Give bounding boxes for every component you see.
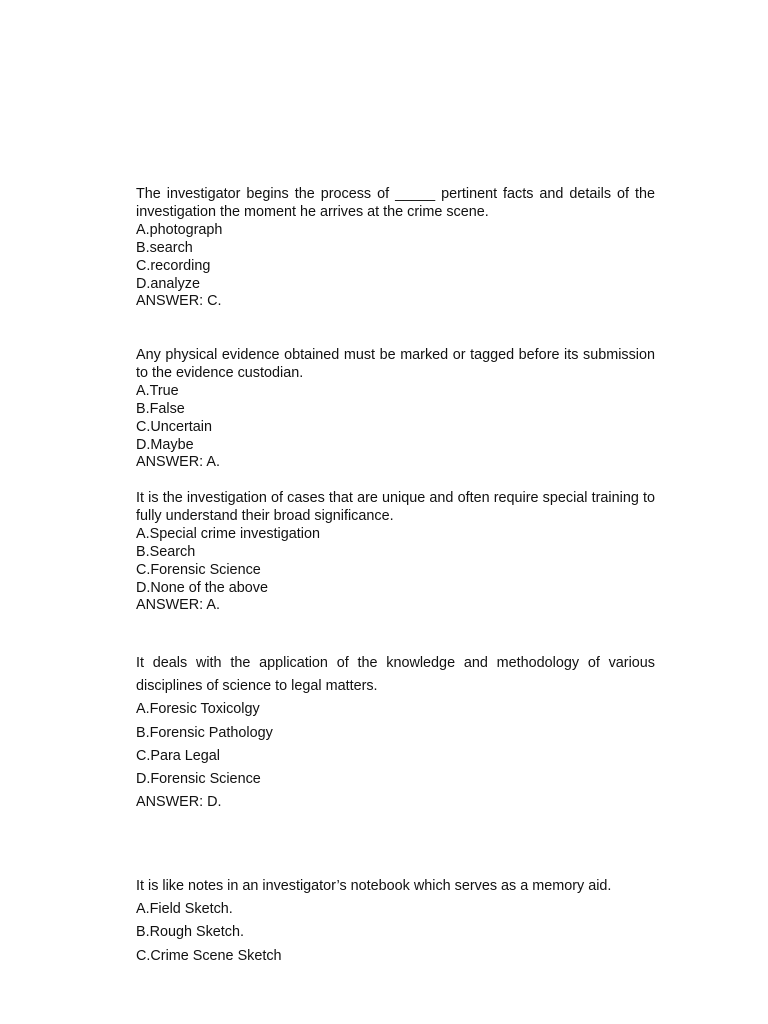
answer-line: ANSWER: A. [136, 454, 220, 471]
option-a: A.Field Sketch. [136, 901, 233, 918]
answer-line: ANSWER: D. [136, 794, 222, 811]
question-stem: It deals with the application of the knowledge and methodology of various disciplines of science to legal matters. [136, 655, 655, 695]
answer-line: ANSWER: A. [136, 597, 220, 614]
question-block [136, 652, 655, 814]
question-stem: It is like notes in an investigator’s notebook which serves as a memory aid. [136, 878, 612, 894]
option-a: A.True [136, 382, 179, 399]
question-stem: The investigator begins the process of _____ pertinent facts and details of the investigation the moment he arrives at the crime scene. [136, 186, 655, 220]
option-b: B.Rough Sketch. [136, 924, 244, 941]
option-b: B.Forensic Pathology [136, 724, 273, 741]
question-block [136, 186, 655, 311]
answer-line: ANSWER: C. [136, 293, 222, 310]
option-c: C.Para Legal [136, 747, 220, 764]
option-a: A.Foresic Toxicolgy [136, 701, 260, 718]
option-a: A.Special crime investigation [136, 525, 320, 542]
option-b: B.Search [136, 543, 196, 560]
option-d: D.analyze [136, 275, 200, 292]
option-c: C.recording [136, 257, 211, 274]
option-b: B.search [136, 239, 193, 256]
option-d: D.Maybe [136, 436, 194, 453]
question-stem: It is the investigation of cases that are unique and often require special training to fully understand their broad significance. [136, 490, 655, 524]
question-block [136, 875, 655, 968]
option-a: A.photograph [136, 221, 223, 238]
option-b: B.False [136, 400, 185, 417]
option-d: D.Forensic Science [136, 771, 261, 788]
option-d: D.None of the above [136, 579, 269, 596]
question-stem: Any physical evidence obtained must be marked or tagged before its submission to the evidence custodian. [136, 347, 655, 381]
question-block [136, 490, 655, 615]
question-block [136, 347, 655, 472]
option-c: C.Crime Scene Sketch [136, 947, 282, 964]
option-c: C.Uncertain [136, 418, 212, 435]
option-c: C.Forensic Science [136, 561, 261, 578]
